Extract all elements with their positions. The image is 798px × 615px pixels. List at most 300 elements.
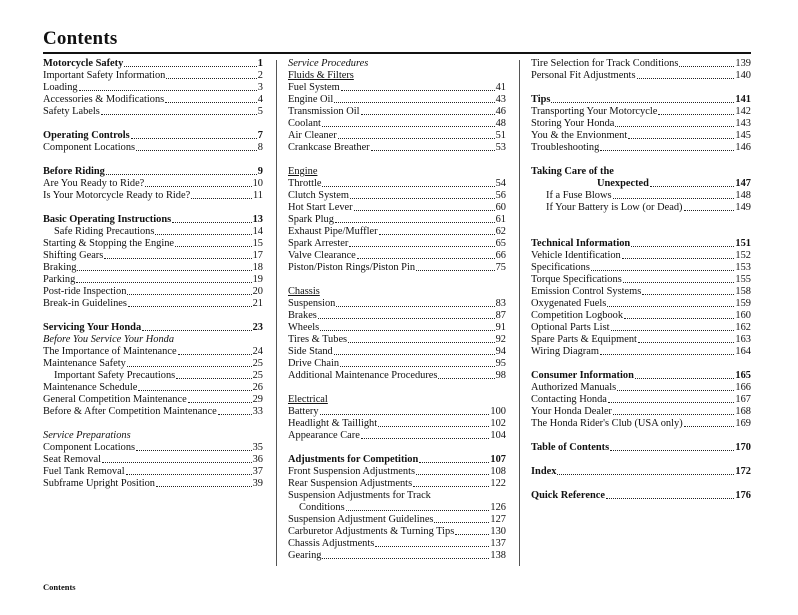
dot-leader	[419, 454, 489, 463]
toc-entry-title: Maintenance Safety	[43, 358, 126, 369]
toc-entry-title: Vehicle Identification	[531, 250, 621, 261]
spacer	[531, 82, 751, 94]
toc-page-number: 10	[252, 178, 263, 189]
toc-entry-title: Before Riding	[43, 166, 105, 177]
dot-leader	[611, 322, 735, 331]
toc-entry[interactable]	[43, 286, 263, 298]
dot-leader	[455, 526, 489, 535]
toc-entry[interactable]	[43, 346, 263, 358]
toc-entry-title: Front Suspension Adjustments	[288, 466, 416, 477]
toc-page-number: 170	[735, 442, 751, 453]
toc-entry-title: Spark Plug	[288, 214, 334, 225]
dot-leader	[77, 262, 251, 271]
toc-entry[interactable]	[531, 310, 751, 322]
toc-entry-title: Fuel Tank Removal	[43, 466, 125, 477]
toc-entry[interactable]	[288, 322, 506, 334]
toc-page-number: 139	[735, 58, 751, 69]
toc-chapter-entry[interactable]	[531, 370, 751, 382]
toc-chapter-entry[interactable]	[531, 94, 751, 106]
toc-entry[interactable]	[288, 238, 506, 250]
toc-entry[interactable]	[288, 82, 506, 94]
toc-page-number: 48	[495, 118, 506, 129]
toc-column-2	[288, 58, 506, 562]
toc-chapter-entry[interactable]	[43, 322, 263, 334]
toc-page-number: 54	[495, 178, 506, 189]
dot-leader	[434, 514, 489, 523]
dot-leader	[557, 466, 734, 475]
dot-leader	[608, 394, 735, 403]
toc-entry[interactable]	[531, 346, 751, 358]
toc-entry[interactable]	[531, 394, 751, 406]
dot-leader	[165, 94, 257, 103]
dot-leader	[128, 298, 252, 307]
spacer	[288, 382, 506, 394]
toc-entry[interactable]	[288, 526, 506, 538]
toc-page-number: 33	[252, 406, 263, 417]
toc-page-number: 25	[252, 358, 263, 369]
toc-section-heading: Fluids & Filters	[288, 70, 354, 81]
toc-entry-title: Spare Parts & Equipment	[531, 334, 637, 345]
toc-entry-title: Side Stand	[288, 346, 333, 357]
dot-leader	[638, 334, 734, 343]
toc-page-number: 41	[495, 82, 506, 93]
dot-leader	[679, 58, 734, 67]
toc-entry[interactable]	[288, 226, 506, 238]
toc-entry[interactable]	[43, 370, 263, 382]
toc-chapter-entry[interactable]	[43, 58, 263, 70]
toc-entry[interactable]	[288, 202, 506, 214]
toc-entry-title: Consumer Information	[531, 370, 634, 381]
toc-page-number: 126	[490, 502, 506, 513]
toc-entry[interactable]	[288, 430, 506, 442]
dot-leader	[76, 274, 251, 283]
toc-entry[interactable]	[43, 70, 263, 82]
toc-page-number: 100	[490, 406, 506, 417]
toc-page-number: 66	[495, 250, 506, 261]
toc-entry[interactable]	[43, 178, 263, 190]
toc-entry-title: Crankcase Breather	[288, 142, 370, 153]
toc-entry-title: Safety Labels	[43, 106, 100, 117]
toc-entry[interactable]	[531, 418, 751, 430]
toc-entry[interactable]	[288, 298, 506, 310]
dot-leader	[684, 202, 735, 211]
toc-page-number: 166	[735, 382, 751, 393]
toc-entry[interactable]	[43, 82, 263, 94]
toc-page-number: 155	[735, 274, 751, 285]
toc-page-number: 17	[252, 250, 263, 261]
dot-leader	[606, 490, 734, 499]
toc-chapter-entry[interactable]	[43, 214, 263, 226]
toc-page-number: 163	[735, 334, 751, 345]
toc-entry[interactable]	[288, 190, 506, 202]
toc-entry[interactable]	[43, 262, 263, 274]
toc-entry-title: Shifting Gears	[43, 250, 104, 261]
toc-entry[interactable]	[43, 298, 263, 310]
toc-page-number: 4	[257, 94, 263, 105]
toc-entry-title: Clutch System	[288, 190, 349, 201]
title-rule	[43, 52, 751, 54]
dot-leader	[334, 94, 494, 103]
toc-page-number: 7	[257, 130, 263, 141]
toc-page-number: 20	[252, 286, 263, 297]
dot-leader	[322, 550, 489, 559]
toc-page-number: 122	[490, 478, 506, 489]
toc-entry-title: Suspension Adjustment Guidelines	[288, 514, 434, 525]
toc-entry[interactable]	[531, 130, 751, 142]
toc-section-heading: Service Procedures	[288, 58, 369, 69]
toc-entry-title: Specifications	[531, 262, 590, 273]
toc-page-number: 39	[252, 478, 263, 489]
toc-page-number: 130	[490, 526, 506, 537]
toc-entry[interactable]	[288, 262, 506, 274]
dot-leader	[623, 274, 735, 283]
toc-page-number: 11	[252, 190, 263, 201]
toc-page-number: 2	[257, 70, 263, 81]
dot-leader	[346, 502, 490, 511]
toc-entry-title: If Your Battery is Low (or Dead)	[546, 202, 683, 213]
toc-page-number: 145	[735, 130, 751, 141]
toc-entry-title: Tires & Tubes	[288, 334, 348, 345]
dot-leader	[340, 358, 495, 367]
spacer	[288, 442, 506, 454]
toc-entry-title: Optional Parts List	[531, 322, 610, 333]
toc-page-number: 24	[252, 346, 263, 357]
dot-leader	[624, 310, 734, 319]
toc-entry[interactable]	[43, 382, 263, 394]
toc-entry[interactable]	[531, 142, 751, 154]
toc-entry[interactable]	[43, 274, 263, 286]
dot-leader	[155, 226, 251, 235]
toc-page-number: 176	[735, 490, 751, 501]
dot-leader	[613, 190, 735, 199]
dot-leader	[600, 346, 734, 355]
toc-entry[interactable]	[43, 358, 263, 370]
toc-entry-title: Rear Suspension Adjustments	[288, 478, 413, 489]
toc-page-number: 14	[252, 226, 263, 237]
page-title: Contents	[43, 28, 118, 49]
toc-entry[interactable]	[43, 406, 263, 418]
dot-leader	[218, 406, 252, 415]
toc-entry[interactable]	[531, 58, 751, 70]
toc-page-number: 87	[495, 310, 506, 321]
toc-page-number: 37	[252, 466, 263, 477]
toc-entry-title: You & the Envionment	[531, 130, 628, 141]
toc-entry-title: Hot Start Lever	[288, 202, 353, 213]
dot-leader	[361, 430, 490, 439]
toc-entry[interactable]	[288, 418, 506, 430]
dot-leader	[131, 130, 257, 139]
toc-entry[interactable]	[288, 406, 506, 418]
toc-entry-title: Maintenance Schedule	[43, 382, 138, 393]
toc-entry-title: Coolant	[288, 118, 321, 129]
toc-entry[interactable]	[43, 478, 263, 490]
toc-entry[interactable]	[43, 142, 263, 154]
toc-entry-title: Break-in Guidelines	[43, 298, 127, 309]
toc-chapter-entry[interactable]	[531, 466, 751, 478]
toc-page-number: 8	[257, 142, 263, 153]
toc-entry[interactable]	[288, 514, 506, 526]
toc-entry[interactable]	[288, 106, 506, 118]
dot-leader	[320, 406, 490, 415]
toc-entry-title: Your Honda Dealer	[531, 406, 612, 417]
toc-entry[interactable]	[531, 262, 751, 274]
dot-leader	[357, 250, 495, 259]
dot-leader	[102, 454, 252, 463]
toc-entry-title: Emission Control Systems	[531, 286, 642, 297]
toc-page-number: 165	[735, 370, 751, 381]
toc-entry[interactable]	[288, 310, 506, 322]
toc-entry[interactable]	[531, 70, 751, 82]
dot-leader	[375, 538, 489, 547]
dot-leader	[613, 406, 735, 415]
dot-leader	[104, 250, 251, 259]
dot-leader	[124, 58, 256, 67]
toc-section-heading: Taking Care of the	[531, 166, 614, 177]
dot-leader	[127, 358, 252, 367]
toc-entry[interactable]	[43, 250, 263, 262]
spacer	[531, 358, 751, 370]
dot-leader	[379, 226, 495, 235]
toc-entry-title: Drive Chain	[288, 358, 340, 369]
toc-entry-title: Fuel System	[288, 82, 340, 93]
toc-page-number: 65	[495, 238, 506, 249]
page-footer: Contents	[43, 582, 76, 592]
toc-page-number: 169	[735, 418, 751, 429]
dot-leader	[175, 238, 252, 247]
toc-page-number: 3	[257, 82, 263, 93]
toc-entry[interactable]	[288, 502, 506, 514]
spacer	[43, 310, 263, 322]
toc-entry[interactable]	[43, 190, 263, 202]
toc-page-number: 1	[257, 58, 263, 69]
toc-entry[interactable]	[531, 118, 751, 130]
toc-entry[interactable]	[43, 106, 263, 118]
toc-section-heading: Engine	[288, 166, 318, 177]
toc-entry[interactable]	[531, 286, 751, 298]
toc-entry-title: Contacting Honda	[531, 394, 607, 405]
dot-leader	[413, 478, 489, 487]
dot-leader	[658, 106, 734, 115]
toc-column-1	[43, 58, 263, 490]
toc-entry-title: Wheels	[288, 322, 320, 333]
spacer	[531, 154, 751, 166]
toc-chapter-entry[interactable]	[531, 490, 751, 502]
toc-entry[interactable]	[531, 250, 751, 262]
toc-page-number: 91	[495, 322, 506, 333]
toc-entry[interactable]	[531, 202, 751, 214]
dot-leader	[551, 94, 734, 103]
toc-page-number: 140	[735, 70, 751, 81]
toc-entry[interactable]	[288, 346, 506, 358]
toc-page-number: 151	[735, 238, 751, 249]
toc-entry-title: Exhaust Pipe/Muffler	[288, 226, 378, 237]
toc-entry[interactable]	[43, 226, 263, 238]
toc-entry[interactable]	[531, 106, 751, 118]
toc-entry-title: Air Cleaner	[288, 130, 337, 141]
toc-entry-title: Spark Arrester	[288, 238, 349, 249]
toc-entry-title: Throttle	[288, 178, 322, 189]
toc-page-number: 92	[495, 334, 506, 345]
toc-page-number: 153	[735, 262, 751, 273]
toc-entry[interactable]	[288, 178, 506, 190]
dot-leader	[138, 382, 251, 391]
toc-entry-title: Starting & Stopping the Engine	[43, 238, 175, 249]
toc-page-number: 53	[495, 142, 506, 153]
toc-entry-title: Seat Removal	[43, 454, 102, 465]
toc-entry[interactable]	[43, 466, 263, 478]
toc-entry-title: Loading	[43, 82, 78, 93]
toc-entry[interactable]	[288, 250, 506, 262]
column-divider-2	[519, 60, 520, 566]
toc-page-number: 162	[735, 322, 751, 333]
toc-entry-title: General Competition Maintenance	[43, 394, 187, 405]
dot-leader	[617, 382, 734, 391]
toc-entry[interactable]	[531, 322, 751, 334]
toc-page-number: 43	[495, 94, 506, 105]
toc-page-number: 98	[495, 370, 506, 381]
toc-page-number: 94	[495, 346, 506, 357]
dot-leader	[631, 238, 734, 247]
toc-entry[interactable]	[288, 550, 506, 562]
toc-entry[interactable]	[43, 94, 263, 106]
toc-entry-title: Important Safety Information	[43, 70, 166, 81]
toc-page-number: 75	[495, 262, 506, 273]
toc-page-number: 26	[252, 382, 263, 393]
toc-entry[interactable]	[531, 382, 751, 394]
dot-leader	[615, 118, 734, 127]
toc-page-number: 60	[495, 202, 506, 213]
toc-entry[interactable]	[288, 142, 506, 154]
toc-chapter-entry[interactable]	[288, 454, 506, 466]
toc-entry[interactable]	[531, 334, 751, 346]
dot-leader	[320, 322, 494, 331]
toc-section-heading: Before You Service Your Honda	[43, 334, 175, 345]
dot-leader	[176, 370, 251, 379]
toc-entry-title: Important Safety Precautions	[54, 370, 176, 381]
toc-page-number: 152	[735, 250, 751, 261]
toc-chapter-entry[interactable]	[531, 442, 751, 454]
dot-leader	[178, 346, 252, 355]
toc-page-number: 148	[735, 190, 751, 201]
toc-page-number: 147	[735, 178, 751, 189]
toc-entry-title: Motorcycle Safety	[43, 58, 124, 69]
toc-chapter-entry[interactable]	[531, 238, 751, 250]
toc-page-number: 143	[735, 118, 751, 129]
toc-entry-title: Are You Ready to Ride?	[43, 178, 145, 189]
toc-entry-title: Carburetor Adjustments & Turning Tips	[288, 526, 455, 537]
toc-page-number: 9	[257, 166, 263, 177]
toc-entry-title: Competition Logbook	[531, 310, 624, 321]
dot-leader	[322, 118, 495, 127]
toc-entry-title: Wiring Diagram	[531, 346, 599, 357]
toc-entry-title: Unexpected	[597, 178, 649, 189]
toc-page-number: 158	[735, 286, 751, 297]
toc-page-number: 61	[495, 214, 506, 225]
toc-entry-title: Tire Selection for Track Conditions	[531, 58, 679, 69]
toc-entry-title: Braking	[43, 262, 77, 273]
dot-leader	[600, 142, 734, 151]
toc-entry[interactable]	[288, 358, 506, 370]
toc-entry[interactable]	[288, 118, 506, 130]
toc-entry[interactable]	[288, 370, 506, 382]
toc-entry-title: Brakes	[288, 310, 317, 321]
toc-entry-title: Subframe Upright Position	[43, 478, 155, 489]
toc-page-number: 95	[495, 358, 506, 369]
toc-entry[interactable]	[531, 190, 751, 202]
toc-entry-title: Storing Your Honda	[531, 118, 615, 129]
toc-entry-title: Parking	[43, 274, 76, 285]
toc-page-number: 83	[495, 298, 506, 309]
toc-chapter-entry[interactable]	[43, 166, 263, 178]
toc-page-number: 15	[252, 238, 263, 249]
dot-leader	[642, 286, 734, 295]
toc-entry-title: Index	[531, 466, 557, 477]
toc-page-number: 142	[735, 106, 751, 117]
dot-leader	[684, 418, 735, 427]
toc-page-number: 149	[735, 202, 751, 213]
toc-page-number: 104	[490, 430, 506, 441]
toc-entry[interactable]	[531, 298, 751, 310]
toc-page-number: 172	[735, 466, 751, 477]
toc-entry-title: Safe Riding Precautions	[54, 226, 155, 237]
toc-entry[interactable]	[288, 478, 506, 490]
spacer	[43, 154, 263, 166]
toc-entry-title: Authorized Manuals	[531, 382, 617, 393]
dot-leader	[610, 442, 734, 451]
dot-leader	[591, 262, 735, 271]
toc-entry[interactable]	[531, 406, 751, 418]
toc-entry[interactable]	[43, 238, 263, 250]
toc-page-number: 137	[490, 538, 506, 549]
toc-entry[interactable]	[43, 442, 263, 454]
spacer	[43, 118, 263, 130]
toc-entry[interactable]	[531, 274, 751, 286]
toc-entry[interactable]	[288, 334, 506, 346]
toc-entry[interactable]	[288, 130, 506, 142]
dot-leader	[166, 70, 256, 79]
toc-entry-title: Chassis Adjustments	[288, 538, 375, 549]
toc-entry[interactable]	[43, 454, 263, 466]
toc-entry-title: Headlight & Taillight	[288, 418, 378, 429]
toc-page-number: 159	[735, 298, 751, 309]
toc-entry-title: Accessories & Modifications	[43, 94, 165, 105]
spacer	[531, 430, 751, 442]
toc-chapter-entry[interactable]	[531, 178, 751, 190]
toc-page-number: 13	[252, 214, 263, 225]
toc-entry[interactable]	[288, 214, 506, 226]
dot-leader	[145, 178, 251, 187]
toc-chapter-entry[interactable]	[43, 130, 263, 142]
dot-leader	[106, 166, 257, 175]
toc-entry[interactable]	[43, 394, 263, 406]
toc-entry[interactable]	[288, 466, 506, 478]
dot-leader	[142, 322, 251, 331]
toc-entry[interactable]	[288, 94, 506, 106]
dot-leader	[416, 466, 489, 475]
dot-leader	[416, 262, 495, 271]
toc-entry-title: Valve Clearance	[288, 250, 356, 261]
dot-leader	[136, 142, 257, 151]
toc-entry[interactable]	[288, 538, 506, 550]
toc-page-number: 168	[735, 406, 751, 417]
dot-leader	[438, 370, 494, 379]
spacer	[531, 214, 751, 226]
spacer	[288, 274, 506, 286]
toc-entry-title: Post-ride Inspection	[43, 286, 127, 297]
toc-entry-title: Component Locations	[43, 442, 136, 453]
dot-leader	[622, 250, 735, 259]
toc-page-number: 167	[735, 394, 751, 405]
